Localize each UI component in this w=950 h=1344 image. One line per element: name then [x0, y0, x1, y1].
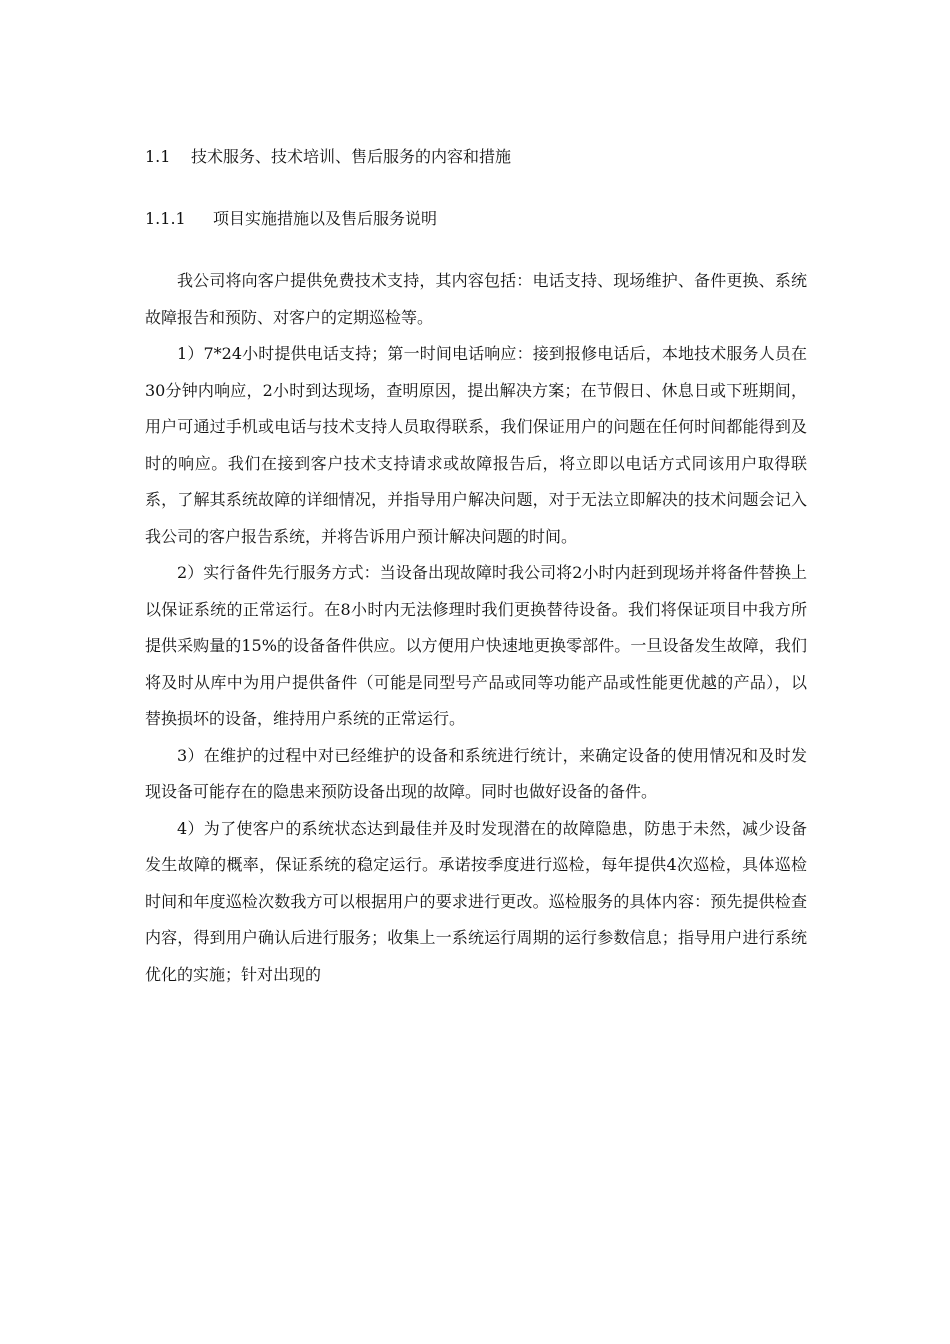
section-number: 1.1 [145, 147, 171, 166]
paragraph-inspection: 4）为了使客户的系统状态达到最佳并及时发现潜在的故障隐患，防患于未然，减少设备发生故障的概率，保证系统的稳定运行。承诺按季度进行巡检，每年提供4次巡检，具体巡检时间和年度巡检次数我方可以根据用户的要求进行更改。巡检服务的具体内容：预先提供检查内容，得到用户确认后进行服务；收集上一系统运行周期的运行参数信息；指导用户进行系统优化的实施；针对出现的 [145, 818, 807, 984]
subsection-heading [145, 209, 437, 229]
section-heading [145, 147, 511, 167]
section-title: 技术服务、技术培训、售后服务的内容和措施 [191, 147, 512, 166]
paragraph-phone-support: 1）7*24小时提供电话支持；第一时间电话响应：接到报修电话后，本地技术服务人员在30分钟内响应，2小时到达现场，查明原因，提出解决方案；在节假日、休息日或下班期间，用户可通过手机或电话与技术支持人员取得联系，我们保证用户的问题在任何时间都能得到及时的响应。我们在接到客户技术支持请求或故障报告后，将立即以电话方式同该用户取得联系，了解其系统故障的详细情况，并指导用户解决问题，对于无法立即解决的技术问题会记入我公司的客户报告系统，并将告诉用户预计解决问题的时间。 [145, 344, 807, 546]
paragraph-intro: 我公司将向客户提供免费技术支持，其内容包括：电话支持、现场维护、备件更换、系统故障报告和预防、对客户的定期巡检等。 [145, 271, 807, 327]
paragraph-spare-parts: 2）实行备件先行服务方式：当设备出现故障时我公司将2小时内赶到现场并将备件替换上以保证系统的正常运行。在8小时内无法修理时我们更换替待设备。我们将保证项目中我方所提供采购量的15%的设备备件供应。以方便用户快速地更换零部件。一旦设备发生故障，我们将及时从库中为用户提供备件（可能是同型号产品或同等功能产品或性能更优越的产品），以替换损坏的设备，维持用户系统的正常运行。 [145, 563, 807, 728]
subsection-title: 项目实施措施以及售后服务说明 [213, 209, 438, 228]
paragraph-maintenance-statistics: 3）在维护的过程中对已经维护的设备和系统进行统计，来确定设备的使用情况和及时发现设备可能存在的隐患来预防设备出现的故障。同时也做好设备的备件。 [145, 745, 807, 801]
body-text [145, 263, 807, 993]
subsection-number: 1.1.1 [145, 209, 186, 228]
